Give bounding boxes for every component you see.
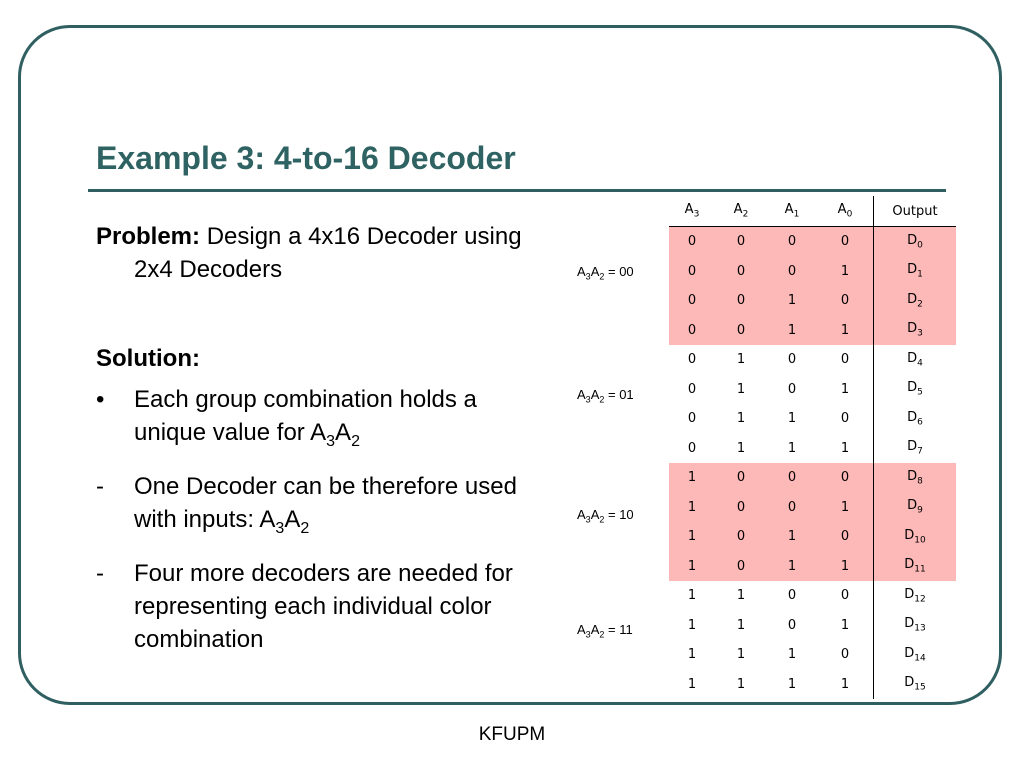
bit-cell: 0 — [687, 381, 697, 397]
header-a2: $A_2$ — [715, 196, 767, 227]
output-cell: $D_{11}$ — [874, 552, 957, 582]
bit-cell: 0 — [840, 647, 850, 663]
output-cell: $D_5$ — [874, 375, 957, 405]
group-label-11: $A_3A_2 = 11$ — [577, 622, 633, 640]
bit-cell: 1 — [736, 411, 746, 427]
bit-cell: 0 — [715, 493, 767, 523]
point-text: One Decoder can be therefore used with inputs: $A_3A_2$ — [134, 472, 517, 537]
table-row — [669, 257, 956, 287]
bit-cell: 0 — [715, 463, 767, 493]
problem-text: Design a 4x16 Decoder using 2x4 Decoders — [134, 223, 522, 283]
bit-cell: 0 — [767, 463, 817, 493]
bit-cell: 1 — [669, 493, 715, 523]
bit-cell: 0 — [817, 286, 874, 316]
bit-cell: 1 — [736, 647, 746, 663]
group-label-10: $A_3A_2 = 10$ — [577, 507, 634, 525]
bit-cell: 1 — [669, 463, 715, 493]
slide-title: Example 3: 4-to-16 Decoder — [96, 140, 516, 176]
output-cell: $D_3$ — [874, 316, 957, 346]
bit-cell: 1 — [840, 440, 850, 456]
bit-cell: 1 — [840, 676, 850, 692]
bit-cell: 1 — [736, 352, 746, 368]
bit-cell: 0 — [687, 352, 697, 368]
bit-cell: 1 — [687, 676, 697, 692]
footer-text: KFUPM — [478, 724, 546, 745]
table-row — [669, 640, 956, 670]
point-1 — [96, 383, 536, 458]
bit-cell: 0 — [767, 227, 817, 257]
bit-cell: 0 — [687, 440, 697, 456]
bit-cell: 1 — [736, 381, 746, 397]
header-a3: $A_3$ — [669, 196, 715, 227]
bit-cell: 1 — [736, 617, 746, 633]
table-body — [669, 227, 956, 700]
truth-table — [669, 196, 956, 699]
table-row — [669, 434, 956, 464]
bit-cell: 0 — [715, 227, 767, 257]
bit-cell: 0 — [817, 463, 874, 493]
bit-cell: 1 — [840, 381, 850, 397]
group-label-00: $A_3A_2 = 00$ — [577, 264, 634, 282]
output-cell: $D_2$ — [874, 286, 957, 316]
bit-cell: 0 — [787, 617, 797, 633]
header-a0: $A_0$ — [817, 196, 874, 227]
bit-cell: 0 — [669, 316, 715, 346]
output-cell: $D_{12}$ — [874, 581, 957, 611]
bit-cell: 0 — [840, 411, 850, 427]
bit-cell: 0 — [669, 227, 715, 257]
output-cell: $D_{10}$ — [874, 522, 957, 552]
bit-cell: 1 — [817, 493, 874, 523]
bit-cell: 1 — [669, 522, 715, 552]
table-row — [669, 286, 956, 316]
table-row — [669, 316, 956, 346]
bit-cell: 0 — [687, 411, 697, 427]
table-row — [669, 611, 956, 641]
bit-cell: 1 — [767, 522, 817, 552]
bit-cell: 1 — [787, 647, 797, 663]
table-row — [669, 670, 956, 700]
bit-cell: 0 — [669, 257, 715, 287]
bit-cell: 1 — [787, 676, 797, 692]
output-cell: $D_9$ — [874, 493, 957, 523]
table-row — [669, 552, 956, 582]
table-row — [669, 404, 956, 434]
point-text: Each group combination holds a unique value for $A_3A_2$ — [134, 386, 477, 450]
group-label-01: $A_3A_2 = 01$ — [577, 387, 634, 405]
output-cell: $D_4$ — [874, 345, 957, 375]
table-row — [669, 522, 956, 552]
table-row — [669, 463, 956, 493]
bit-cell: 1 — [817, 552, 874, 582]
bit-cell: 1 — [817, 257, 874, 287]
bit-cell: 1 — [669, 552, 715, 582]
header-a1: $A_1$ — [767, 196, 817, 227]
bit-cell: 0 — [840, 352, 850, 368]
output-cell: $D_0$ — [874, 227, 957, 257]
bit-cell: 0 — [767, 493, 817, 523]
table-row — [669, 493, 956, 523]
bit-cell: 1 — [840, 617, 850, 633]
bit-cell: 0 — [669, 286, 715, 316]
output-cell: $D_7$ — [874, 434, 957, 464]
bit-cell: 1 — [817, 316, 874, 346]
bit-cell: 1 — [767, 316, 817, 346]
bit-cell: 1 — [687, 588, 697, 604]
bit-cell: 0 — [715, 552, 767, 582]
output-cell: $D_{13}$ — [874, 611, 957, 641]
bit-cell: 0 — [715, 522, 767, 552]
bit-cell: 1 — [736, 676, 746, 692]
bit-cell: 0 — [715, 316, 767, 346]
bit-cell: 0 — [787, 352, 797, 368]
bit-cell: 0 — [715, 257, 767, 287]
table-row — [669, 227, 956, 257]
table-header-row — [669, 196, 956, 227]
bit-cell: 1 — [787, 411, 797, 427]
header-output: Output — [874, 196, 957, 227]
bit-cell: 0 — [787, 381, 797, 397]
table-row — [669, 375, 956, 405]
bit-cell: 0 — [715, 286, 767, 316]
table-row — [669, 581, 956, 611]
table-row — [669, 345, 956, 375]
bit-cell: 1 — [736, 440, 746, 456]
solution-label: Solution: — [96, 345, 200, 372]
point-text: Four more decoders are needed for representing each individual color combination — [134, 559, 513, 653]
point-2 — [96, 470, 536, 545]
bit-cell: 1 — [767, 286, 817, 316]
bit-cell: 1 — [767, 552, 817, 582]
problem-statement — [96, 220, 536, 286]
output-cell: $D_{14}$ — [874, 640, 957, 670]
bit-cell: 0 — [840, 588, 850, 604]
output-cell: $D_1$ — [874, 257, 957, 287]
bit-cell: 0 — [817, 522, 874, 552]
title-rule — [88, 189, 946, 192]
bit-cell: 0 — [817, 227, 874, 257]
point-3 — [96, 557, 536, 656]
bit-cell: 1 — [687, 617, 697, 633]
bit-cell: 1 — [736, 588, 746, 604]
bit-cell: 0 — [787, 588, 797, 604]
bit-cell: 1 — [687, 647, 697, 663]
problem-label: Problem: — [96, 223, 201, 250]
content-left — [96, 220, 536, 656]
dash-marker: - — [96, 559, 104, 587]
output-cell: $D_8$ — [874, 463, 957, 493]
dash-marker: - — [96, 472, 104, 500]
bit-cell: 0 — [767, 257, 817, 287]
bit-cell: 1 — [787, 440, 797, 456]
bullet-marker: • — [96, 386, 105, 413]
output-cell: $D_{15}$ — [874, 670, 957, 700]
output-cell: $D_6$ — [874, 404, 957, 434]
